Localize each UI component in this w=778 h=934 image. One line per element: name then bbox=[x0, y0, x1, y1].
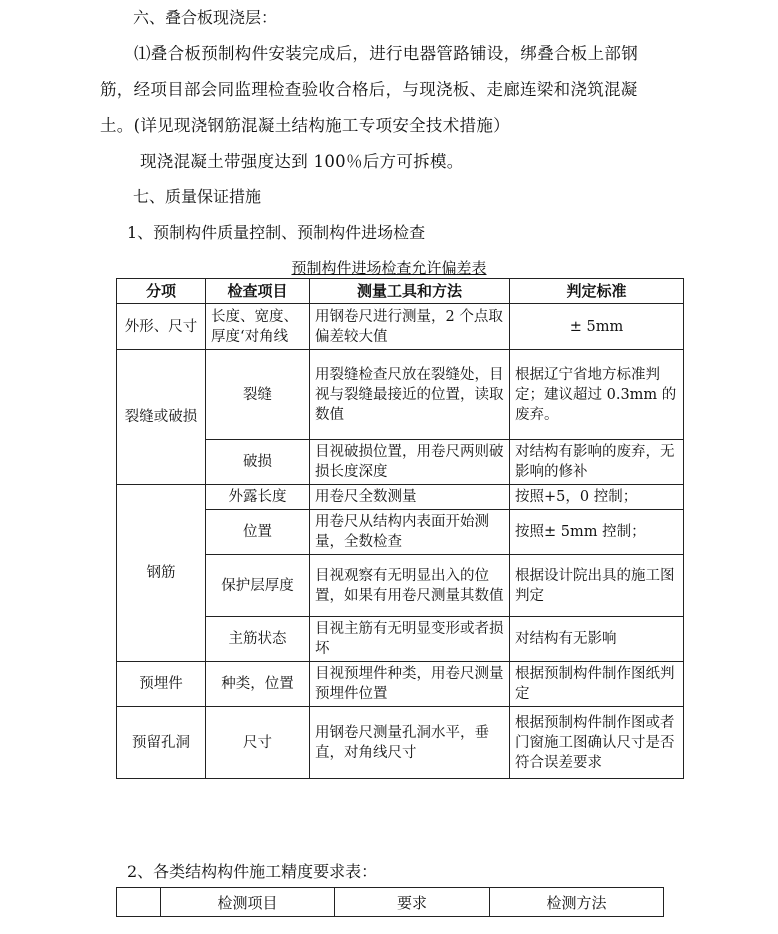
item-cell: 外露长度 bbox=[206, 485, 310, 510]
paragraph-line: 现浇混凝土带强度达到 100％后方可拆模。 bbox=[140, 152, 464, 171]
category-cell: 裂缝或破损 bbox=[117, 350, 206, 485]
method-cell: 用卷尺从结构内表面开始测量，全数检查 bbox=[310, 510, 510, 555]
category-cell: 预留孔洞 bbox=[117, 707, 206, 779]
section7-heading: 七、质量保证措施 bbox=[133, 187, 262, 206]
item-cell: 种类，位置 bbox=[206, 662, 310, 707]
table-row bbox=[117, 485, 684, 510]
table-header-row bbox=[117, 279, 684, 304]
column-header: 检测项目 bbox=[161, 888, 335, 917]
method-cell: 目视破损位置，用卷尺两则破损长度深度 bbox=[310, 440, 510, 485]
category-cell: 预埋件 bbox=[117, 662, 206, 707]
column-header bbox=[117, 888, 161, 917]
standard-cell: 对结构有无影响 bbox=[510, 617, 684, 662]
category-cell: 外形、尺寸 bbox=[117, 304, 206, 350]
section6-heading: 六、叠合板现浇层： bbox=[133, 8, 278, 27]
tolerance-table bbox=[116, 278, 684, 779]
column-header: 测量工具和方法 bbox=[310, 279, 510, 304]
standard-cell: ± 5mm bbox=[510, 304, 684, 350]
method-cell: 目视观察有无明显出入的位置，如果有用卷尺测量其数值 bbox=[310, 555, 510, 617]
column-header: 分项 bbox=[117, 279, 206, 304]
column-header: 检查项目 bbox=[206, 279, 310, 304]
standard-cell: 根据设计院出具的施工图判定 bbox=[510, 555, 684, 617]
standard-cell: 根据辽宁省地方标准判定；建议超过 0.3mm 的废弃。 bbox=[510, 350, 684, 440]
method-cell: 目视主筋有无明显变形或者损坏 bbox=[310, 617, 510, 662]
standard-cell: 根据预制构件制作图纸判定 bbox=[510, 662, 684, 707]
subheading: 1、预制构件质量控制、预制构件进场检查 bbox=[127, 223, 426, 242]
column-header: 判定标准 bbox=[510, 279, 684, 304]
method-cell: 用钢卷尺测量孔洞水平，垂直，对角线尺寸 bbox=[310, 707, 510, 779]
item-cell: 保护层厚度 bbox=[206, 555, 310, 617]
item-cell: 位置 bbox=[206, 510, 310, 555]
item-cell: 长度、宽度、厚度‘对角线 bbox=[206, 304, 310, 350]
table-header-row bbox=[117, 888, 664, 917]
category-cell: 钢筋 bbox=[117, 485, 206, 662]
item-cell: 尺寸 bbox=[206, 707, 310, 779]
table-row bbox=[117, 707, 684, 779]
standard-cell: 对结构有影响的废弃，无影响的修补 bbox=[510, 440, 684, 485]
table-row bbox=[117, 304, 684, 350]
table-row bbox=[117, 350, 684, 440]
subheading: 2、各类结构构件施工精度要求表： bbox=[127, 862, 378, 881]
standard-cell: 根据预制构件制作图或者门窗施工图确认尺寸是否符合误差要求 bbox=[510, 707, 684, 779]
table-row bbox=[117, 662, 684, 707]
paragraph-line: 筋，经项目部会同监理检查验收合格后，与现浇板、走廊连梁和浇筑混凝 bbox=[100, 80, 638, 99]
standard-cell: 按照+5，0 控制； bbox=[510, 485, 684, 510]
paragraph-line: 土。(详见现浇钢筋混凝土结构施工专项安全技术措施） bbox=[100, 116, 510, 135]
item-cell: 裂缝 bbox=[206, 350, 310, 440]
method-cell: 用钢卷尺进行测量，2 个点取偏差较大值 bbox=[310, 304, 510, 350]
method-cell: 用卷尺全数测量 bbox=[310, 485, 510, 510]
precision-table bbox=[116, 887, 664, 917]
paragraph-line: ⑴叠合板预制构件安装完成后，进行电器管路铺设，绑叠合板上部钢 bbox=[134, 44, 638, 63]
item-cell: 主筋状态 bbox=[206, 617, 310, 662]
column-header: 要求 bbox=[335, 888, 490, 917]
table-caption: 预制构件进场检查允许偏差表 bbox=[291, 259, 487, 277]
standard-cell: 按照± 5mm 控制； bbox=[510, 510, 684, 555]
item-cell: 破损 bbox=[206, 440, 310, 485]
method-cell: 用裂缝检查尺放在裂缝处，目视与裂缝最接近的位置，读取数值 bbox=[310, 350, 510, 440]
column-header: 检测方法 bbox=[490, 888, 664, 917]
method-cell: 目视预埋件种类，用卷尺测量预埋件位置 bbox=[310, 662, 510, 707]
